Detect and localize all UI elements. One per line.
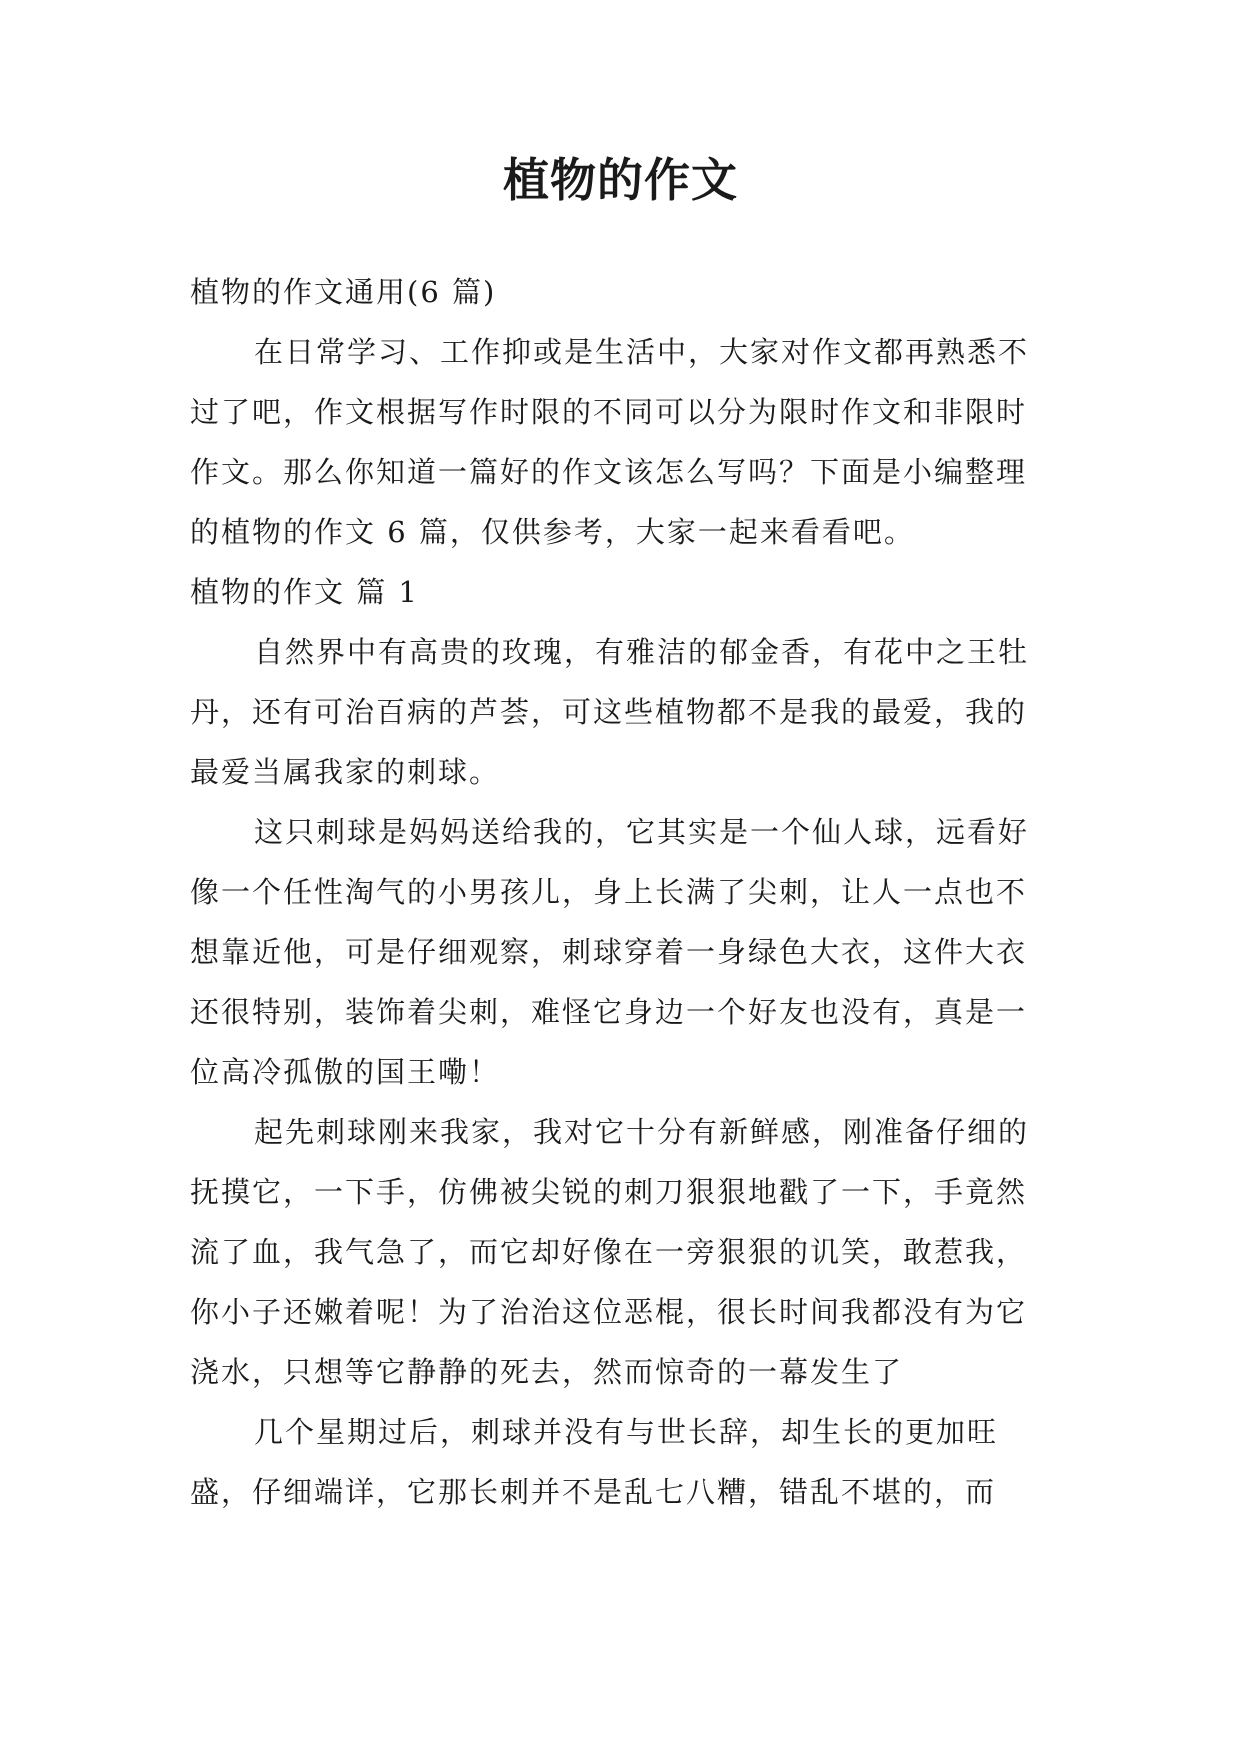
body-paragraph-2: 这只刺球是妈妈送给我的，它其实是一个仙人球，远看好像一个任性淘气的小男孩儿，身上长满了尖刺，让人一点也不想靠近他，可是仔细观察，刺球穿着一身绿色大衣，这件大衣还很特别，装饰着尖刺，难怪它身边一个好友也没有，真是一位高冷孤傲的国王嘞！ <box>190 815 1030 1089</box>
document-body <box>190 262 1052 1522</box>
section-heading: 植物的作文 篇 1 <box>190 575 419 609</box>
body-paragraph-1: 自然界中有高贵的玫瑰，有雅洁的郁金香，有花中之王牡丹，还有可治百病的芦荟，可这些植物都不是我的最爱，我的最爱当属我家的刺球。 <box>190 635 1030 789</box>
body-paragraph-4: 几个星期过后，刺球并没有与世长辞，却生长的更加旺盛，仔细端详，它那长刺并不是乱七八糟，错乱不堪的，而 <box>190 1415 999 1509</box>
body-paragraph-3: 起先刺球刚来我家，我对它十分有新鲜感，刚准备仔细的抚摸它，一下手，仿佛被尖锐的刺刀狠狠地戳了一下，手竟然流了血，我气急了，而它却好像在一旁狠狠的讥笑，敢惹我，你小子还嫩着呢！为了治治这位恶棍，很长时间我都没有为它浇水，只想等它静静的死去，然而惊奇的一幕发生了 <box>190 1115 1030 1389</box>
document-title: 植物的作文 <box>503 153 738 207</box>
intro-paragraph: 在日常学习、工作抑或是生活中，大家对作文都再熟悉不过了吧，作文根据写作时限的不同可以分为限时作文和非限时作文。那么你知道一篇好的作文该怎么写吗？下面是小编整理的植物的作文 6 篇，仅供参考，大家一起来看看吧。 <box>190 335 1030 549</box>
document-subtitle: 植物的作文通用(6 篇) <box>190 275 497 309</box>
